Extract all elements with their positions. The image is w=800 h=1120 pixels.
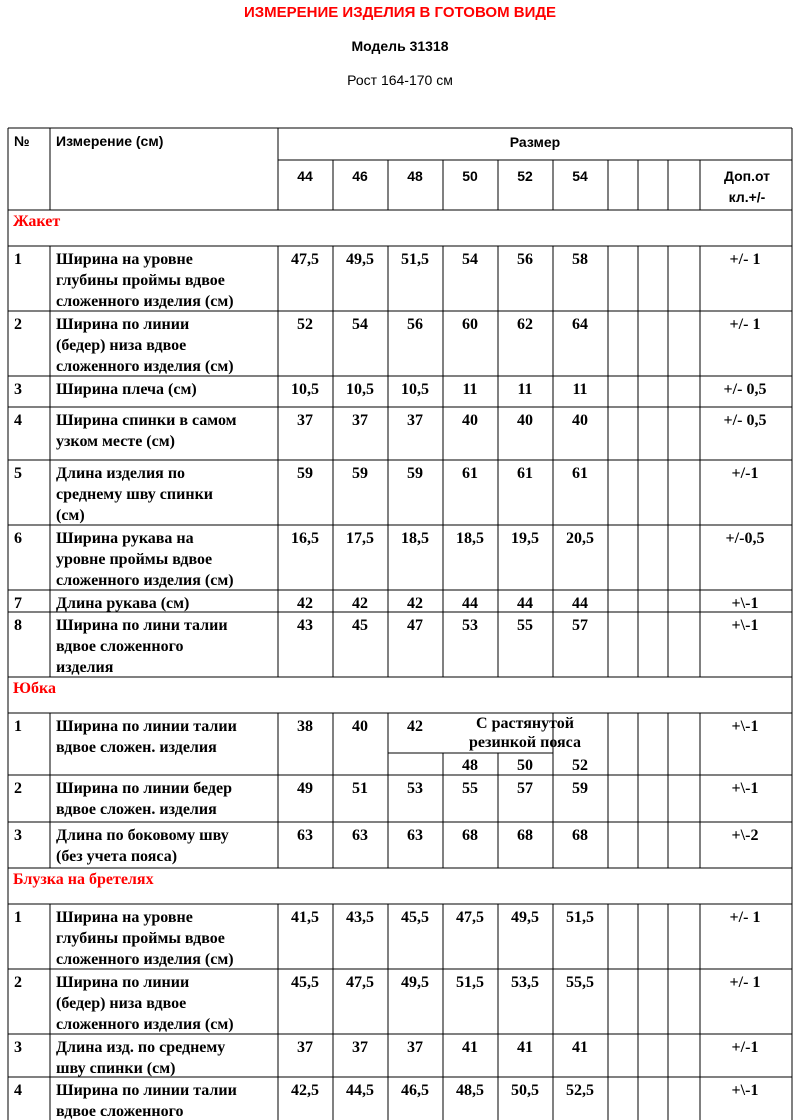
- measurement-label: (без учета пояса): [56, 848, 178, 865]
- measurement-label: уровне проймы вдвое: [56, 551, 213, 568]
- section-title: Блузка на бретелях: [13, 871, 154, 888]
- measurement-label: Ширина на уровне: [56, 909, 193, 926]
- size-value: 41,5: [291, 909, 319, 926]
- row-number: 3: [14, 827, 22, 844]
- size-value: 41: [462, 1039, 478, 1056]
- elastic-waist-note: С растянутой: [476, 715, 574, 732]
- size-value: 49,5: [511, 909, 539, 926]
- measurement-label: Ширина на уровне: [56, 251, 193, 268]
- size-value: 46,5: [401, 1082, 429, 1099]
- tolerance-value: +/-1: [731, 1039, 759, 1056]
- row-number: 2: [14, 780, 22, 797]
- size-value: 52,5: [566, 1082, 594, 1099]
- size-value: 53: [407, 780, 423, 797]
- size-value: 45,5: [401, 909, 429, 926]
- measurement-label: Ширина по лини талии: [56, 617, 228, 634]
- measurement-label: сложенного изделия (см): [56, 293, 234, 310]
- size-value: 61: [572, 465, 588, 482]
- tolerance-value: +/-1: [731, 465, 759, 482]
- column-header-number: №: [14, 133, 30, 149]
- size-value: 47,5: [456, 909, 484, 926]
- size-value: 61: [462, 465, 478, 482]
- size-value: 63: [297, 827, 313, 844]
- measurement-label: вдвое сложен. изделия: [56, 739, 217, 756]
- size-value: 56: [517, 251, 533, 268]
- size-value: 49,5: [346, 251, 374, 268]
- size-value: 55,5: [566, 974, 594, 991]
- tolerance-value: +\-1: [731, 718, 759, 735]
- size-header-50: 50: [462, 168, 478, 184]
- size-value: 68: [572, 827, 588, 844]
- measurement-label: Длина изд. по среднему: [56, 1039, 226, 1056]
- size-value: 42: [352, 595, 368, 612]
- measurement-label: Длина изделия по: [56, 465, 186, 482]
- size-value: 44: [572, 595, 588, 612]
- row-number: 6: [14, 530, 22, 547]
- size-value: 47,5: [346, 974, 374, 991]
- measurement-label: Ширина по линии: [56, 316, 190, 333]
- column-header-size: Размер: [509, 134, 561, 150]
- height-range: Рост 164-170 см: [347, 72, 453, 88]
- size-value: 18,5: [456, 530, 484, 547]
- size-value: 42: [407, 718, 423, 735]
- size-value: 11: [572, 381, 588, 398]
- size-value: 17,5: [346, 530, 374, 547]
- size-value: 48,5: [456, 1082, 484, 1099]
- size-header-54: 54: [572, 168, 588, 184]
- measurement-label: Ширина по линии бедер: [56, 780, 232, 797]
- measurement-label: Ширина по линии талии: [56, 1082, 237, 1099]
- size-value: 53,5: [511, 974, 539, 991]
- size-value: 59: [407, 465, 423, 482]
- measurement-label: глубины проймы вдвое: [56, 272, 225, 289]
- size-value: 51: [352, 780, 368, 797]
- size-value: 37: [352, 412, 368, 429]
- row-number: 1: [14, 251, 22, 268]
- tolerance-value: +/- 0,5: [723, 412, 767, 429]
- size-value: 40: [572, 412, 588, 429]
- size-value: 56: [407, 316, 423, 333]
- size-value: 51,5: [401, 251, 429, 268]
- row-number: 2: [14, 316, 22, 333]
- size-value: 52: [297, 316, 313, 333]
- size-value: 59: [352, 465, 368, 482]
- measurement-label: (бедер) низа вдвое: [56, 995, 187, 1012]
- size-value: 59: [297, 465, 313, 482]
- tolerance-value: +\-1: [731, 617, 759, 634]
- measurement-label: сложенного изделия (см): [56, 358, 234, 375]
- tolerance-value: +/-0,5: [725, 530, 765, 547]
- size-value: 57: [517, 780, 533, 797]
- size-value: 44: [517, 595, 533, 612]
- measurement-label: Ширина по линии талии: [56, 718, 237, 735]
- row-number: 3: [14, 1039, 22, 1056]
- row-number: 3: [14, 381, 22, 398]
- size-value: 63: [407, 827, 423, 844]
- measurement-label: Длина рукава (см): [56, 595, 190, 612]
- size-value: 44: [462, 595, 478, 612]
- tolerance-header: Доп.от: [723, 168, 771, 184]
- size-value: 53: [462, 617, 478, 634]
- measurement-label: шву спинки (см): [56, 1060, 176, 1077]
- row-number: 8: [14, 617, 22, 634]
- size-value: 64: [572, 316, 588, 333]
- size-value: 49,5: [401, 974, 429, 991]
- tolerance-value: +\-2: [731, 827, 759, 844]
- section-title: Юбка: [13, 680, 56, 697]
- document-title: ИЗМЕРЕНИЕ ИЗДЕЛИЯ В ГОТОВОМ ВИДЕ: [243, 4, 557, 21]
- size-value: 37: [297, 412, 313, 429]
- size-value: 11: [517, 381, 533, 398]
- row-number: 4: [14, 1082, 22, 1099]
- size-value: 55: [462, 780, 478, 797]
- tolerance-value: +/- 1: [729, 909, 761, 926]
- column-header-measurement: Измерение (см): [56, 133, 164, 149]
- size-value: 10,5: [346, 381, 374, 398]
- tolerance-value: +/- 1: [729, 974, 761, 991]
- measurement-label: вдвое сложенного: [56, 1103, 184, 1120]
- size-value: 54: [352, 316, 368, 333]
- size-value: 41: [572, 1039, 588, 1056]
- size-value: 45,5: [291, 974, 319, 991]
- size-value: 61: [517, 465, 533, 482]
- size-value: 50,5: [511, 1082, 539, 1099]
- size-value: 11: [462, 381, 478, 398]
- tolerance-value: +/- 0,5: [723, 381, 767, 398]
- size-value: 51,5: [566, 909, 594, 926]
- size-value: 41: [517, 1039, 533, 1056]
- note-size-label: 48: [462, 757, 478, 774]
- size-value: 55: [517, 617, 533, 634]
- size-header-44: 44: [297, 168, 313, 184]
- size-value: 42: [297, 595, 313, 612]
- measurement-label: (бедер) низа вдвое: [56, 337, 187, 354]
- size-value: 57: [572, 617, 588, 634]
- size-value: 10,5: [401, 381, 429, 398]
- size-value: 51,5: [456, 974, 484, 991]
- measurement-label: сложенного изделия (см): [56, 1016, 234, 1033]
- section-title: Жакет: [13, 213, 61, 230]
- tolerance-value: +\-1: [731, 595, 759, 612]
- size-value: 10,5: [291, 381, 319, 398]
- row-number: 5: [14, 465, 22, 482]
- size-value: 62: [517, 316, 533, 333]
- row-number: 2: [14, 974, 22, 991]
- row-number: 4: [14, 412, 22, 429]
- measurement-label: среднему шву спинки: [56, 486, 213, 503]
- size-value: 18,5: [401, 530, 429, 547]
- measurement-label: (см): [56, 507, 85, 524]
- size-value: 63: [352, 827, 368, 844]
- measurement-label: сложенного изделия (см): [56, 951, 234, 968]
- size-value: 37: [407, 412, 423, 429]
- size-value: 37: [407, 1039, 423, 1056]
- row-number: 7: [14, 595, 22, 612]
- size-value: 42: [407, 595, 423, 612]
- model-number: Модель 31318: [351, 38, 449, 54]
- measurement-label: вдвое сложенного: [56, 638, 184, 655]
- measurement-label: изделия: [56, 659, 114, 676]
- note-size-label: 52: [572, 757, 588, 774]
- size-value: 43: [297, 617, 313, 634]
- measurement-label: Ширина спинки в самом: [56, 412, 237, 429]
- size-header-46: 46: [352, 168, 368, 184]
- size-value: 68: [517, 827, 533, 844]
- size-value: 16,5: [291, 530, 319, 547]
- size-value: 40: [517, 412, 533, 429]
- measurement-label: Ширина по линии: [56, 974, 190, 991]
- row-number: 1: [14, 718, 22, 735]
- size-value: 60: [462, 316, 478, 333]
- size-value: 47,5: [291, 251, 319, 268]
- size-value: 45: [352, 617, 368, 634]
- size-value: 54: [462, 251, 478, 268]
- elastic-waist-note: резинкой пояса: [469, 734, 581, 751]
- size-value: 40: [462, 412, 478, 429]
- size-value: 38: [297, 718, 313, 735]
- size-value: 37: [297, 1039, 313, 1056]
- measurement-label: вдвое сложен. изделия: [56, 801, 217, 818]
- measurement-label: Длина по боковому шву: [56, 827, 229, 844]
- size-value: 49: [297, 780, 313, 797]
- size-value: 43,5: [346, 909, 374, 926]
- measurement-label: глубины проймы вдвое: [56, 930, 225, 947]
- size-value: 68: [462, 827, 478, 844]
- size-value: 44,5: [346, 1082, 374, 1099]
- size-value: 58: [572, 251, 588, 268]
- note-size-label: 50: [517, 757, 533, 774]
- measurement-label: сложенного изделия (см): [56, 572, 234, 589]
- size-header-48: 48: [407, 168, 423, 184]
- size-value: 47: [407, 617, 423, 634]
- measurement-label: узком месте (см): [56, 433, 175, 450]
- tolerance-value: +\-1: [731, 780, 759, 797]
- size-value: 19,5: [511, 530, 539, 547]
- size-value: 40: [352, 718, 368, 735]
- size-value: 59: [572, 780, 588, 797]
- row-number: 1: [14, 909, 22, 926]
- tolerance-value: +/- 1: [729, 251, 761, 268]
- measurement-label: Ширина плеча (см): [56, 381, 197, 398]
- size-value: 42,5: [291, 1082, 319, 1099]
- measurement-label: Ширина рукава на: [56, 530, 194, 547]
- tolerance-header: кл.+/-: [728, 189, 766, 205]
- tolerance-value: +\-1: [731, 1082, 759, 1099]
- size-value: 37: [352, 1039, 368, 1056]
- size-value: 20,5: [566, 530, 594, 547]
- size-header-52: 52: [517, 168, 533, 184]
- tolerance-value: +/- 1: [729, 316, 761, 333]
